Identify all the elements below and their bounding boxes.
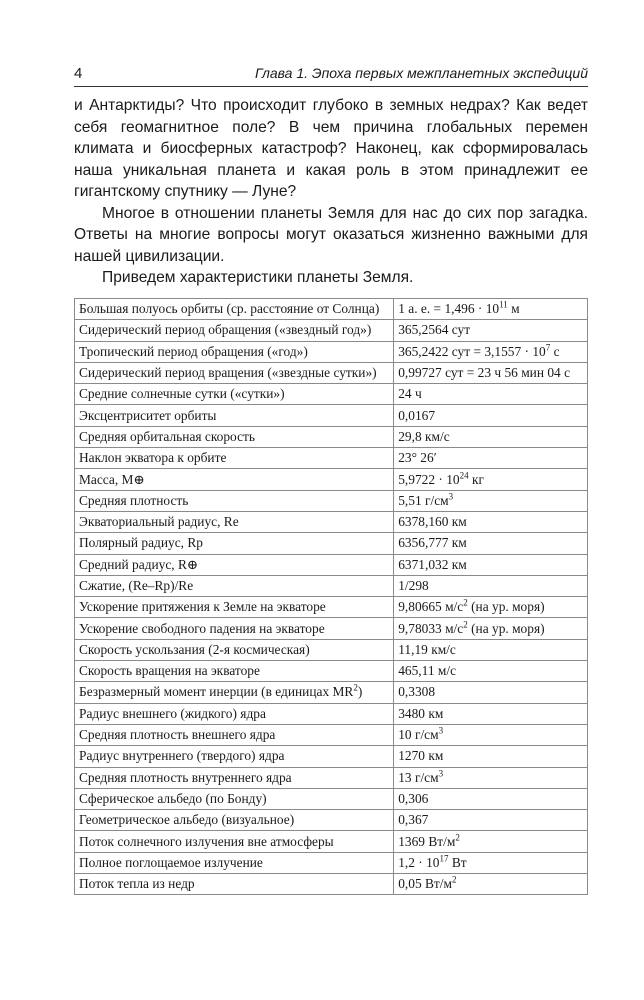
property-name: Средняя плотность (75, 490, 394, 511)
property-name: Сидерический период обращения («звездный год») (75, 320, 394, 341)
table-row (75, 831, 588, 852)
property-name: Большая полуось орбиты (ср. расстояние от Солнца) (75, 299, 394, 320)
property-value: 5,51 $г/см^3$ (394, 490, 588, 511)
property-value: 0,367 (394, 810, 588, 831)
property-name: Скорость вращения на экваторе (75, 661, 394, 682)
table-row (75, 724, 588, 745)
property-value: 0,0167 (394, 405, 588, 426)
property-name: Радиус внешнего (жидкого) ядра (75, 703, 394, 724)
table-row (75, 618, 588, 639)
table-row (75, 341, 588, 362)
property-value: 365,2422 сут = $3,1557 \cdot 10^7$ с (394, 341, 588, 362)
property-value: 13 $г/см^3$ (394, 767, 588, 788)
property-value: 9,78033 $м/с^2$ (на ур. моря) (394, 618, 588, 639)
running-head: Глава 1. Эпоха первых межпланетных экспедиций (254, 65, 588, 81)
table-row (75, 362, 588, 383)
table-row (75, 874, 588, 895)
property-name: Геометрическое альбедо (визуальное) (75, 810, 394, 831)
property-value: 3480 км (394, 703, 588, 724)
table-row (75, 810, 588, 831)
table-row (75, 788, 588, 809)
property-value: 11,19 км/с (394, 639, 588, 660)
property-value: 465,11 м/с (394, 661, 588, 682)
property-name: Тропический период обращения («год») (75, 341, 394, 362)
property-name: Средние солнечные сутки («сутки») (75, 384, 394, 405)
table-row (75, 852, 588, 873)
property-value: 0,05 $Вт/м^2$ (394, 874, 588, 895)
property-name: Сидерический период вращения («звездные сутки») (75, 362, 394, 383)
property-value: 0,3308 (394, 682, 588, 703)
property-value: 6378,160 км (394, 511, 588, 532)
property-name: Скорость ускользания (2-я космическая) (75, 639, 394, 660)
property-value: $1,2 \cdot 10^{17}$ Вт (394, 852, 588, 873)
property-value: 23° 26′ (394, 448, 588, 469)
table-row (75, 661, 588, 682)
property-name: Поток солнечного излучения вне атмосферы (75, 831, 394, 852)
paragraph: и Антарктиды? Что происходит глубоко в земных недрах? Как ведет себя геомагнитное поле? В чем причина глобальных перемен климата и биосферных катастроф? Наконец, как сформировалась наша уникальная планета и какая роль в этом принадлежит ее гигантскому спутнику — Луне? (74, 97, 588, 200)
property-value: $5,9722 \cdot 10^{24}$ кг (394, 469, 588, 490)
table-row (75, 469, 588, 490)
table-row (75, 384, 588, 405)
property-name: Масса, M⊕ (75, 469, 394, 490)
property-name: Сжатие, (Re–Rp)/Re (75, 575, 394, 596)
property-value: 29,8 км/с (394, 426, 588, 447)
property-name: Полярный радиус, Rp (75, 533, 394, 554)
property-value: 1/298 (394, 575, 588, 596)
paragraph: Многое в отношении планеты Земля для нас до сих пор загадка. Ответы на многие вопросы могут оказаться жизненно важными для нашей цивилизации. (74, 204, 588, 265)
table-row (75, 533, 588, 554)
property-name: Средний радиус, R⊕ (75, 554, 394, 575)
property-name: Средняя плотность внутреннего ядра (75, 767, 394, 788)
table-row (75, 448, 588, 469)
table-row (75, 490, 588, 511)
page-number: 4 (74, 65, 83, 82)
table-row (75, 511, 588, 532)
property-value: 10 $г/см^3$ (394, 724, 588, 745)
property-name: Ускорение притяжения к Земле на экваторе (75, 597, 394, 618)
property-value: 0,306 (394, 788, 588, 809)
table-row (75, 299, 588, 320)
property-name: Поток тепла из недр (75, 874, 394, 895)
table-row (75, 746, 588, 767)
property-value: 1270 км (394, 746, 588, 767)
property-name: Средняя орбитальная скорость (75, 426, 394, 447)
property-name: Безразмерный момент инерции (в единицах $MR^2$) (75, 682, 394, 703)
earth-characteristics-table (74, 298, 588, 895)
table-row (75, 767, 588, 788)
property-name: Полное поглощаемое излучение (75, 852, 394, 873)
table-row (75, 554, 588, 575)
property-value: 6356,777 км (394, 533, 588, 554)
table-row (75, 703, 588, 724)
property-name: Эксцентриситет орбиты (75, 405, 394, 426)
property-value: 1 а. е. = $1,496 \cdot 10^{11}$ м (394, 299, 588, 320)
paragraph: Приведем характеристики планеты Земля. (102, 269, 414, 286)
property-value: 9,80665 $м/с^2$ (на ур. моря) (394, 597, 588, 618)
table-row (75, 682, 588, 703)
table-row (75, 639, 588, 660)
property-name: Сферическое альбедо (по Бонду) (75, 788, 394, 809)
property-value: 1369 $Вт/м^2$ (394, 831, 588, 852)
table-row (75, 597, 588, 618)
table-row (75, 405, 588, 426)
property-value: 6371,032 км (394, 554, 588, 575)
table-row (75, 320, 588, 341)
property-name: Ускорение свободного падения на экваторе (75, 618, 394, 639)
property-value: 365,2564 сут (394, 320, 588, 341)
property-name: Средняя плотность внешнего ядра (75, 724, 394, 745)
property-name: Радиус внутреннего (твердого) ядра (75, 746, 394, 767)
property-value: 0,99727 сут = 23 ч 56 мин 04 с (394, 362, 588, 383)
property-value: 24 ч (394, 384, 588, 405)
property-name: Наклон экватора к орбите (75, 448, 394, 469)
property-name: Экваториальный радиус, Re (75, 511, 394, 532)
table-row (75, 575, 588, 596)
table-row (75, 426, 588, 447)
page-header (74, 64, 588, 87)
body-text (74, 95, 588, 289)
